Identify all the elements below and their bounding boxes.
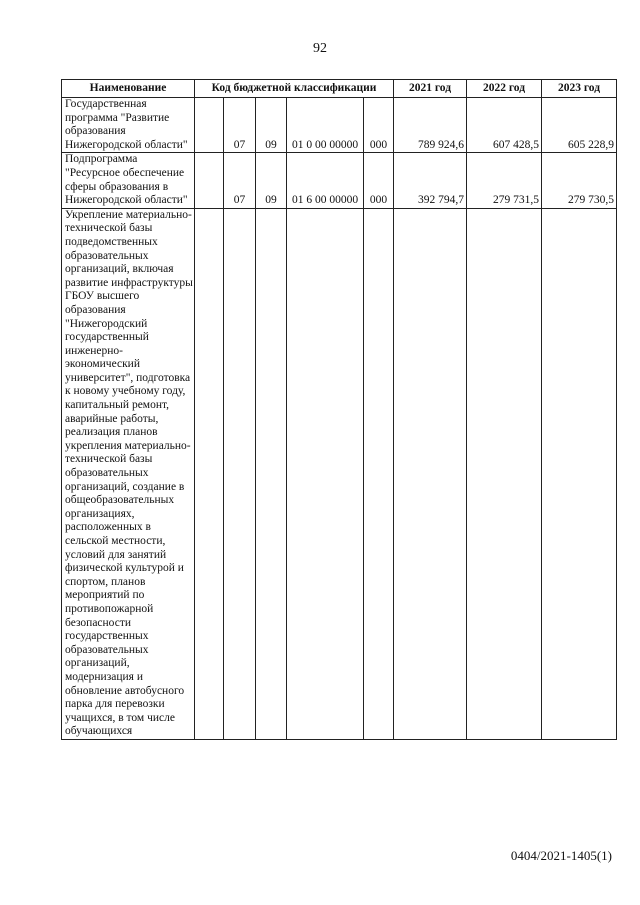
header-2021: 2021 год — [394, 80, 467, 98]
row-section-code: 07 — [224, 153, 256, 208]
row-blank-code — [195, 208, 224, 739]
row-blank-code — [195, 98, 224, 153]
row-value-2022: 607 428,5 — [467, 98, 542, 153]
row-subsection-code: 09 — [256, 98, 287, 153]
row-subsection-code — [256, 208, 287, 739]
page-number: 92 — [313, 41, 327, 56]
row-target-code — [287, 208, 364, 739]
row-name: Укрепление материально-технической базы подведомственных образовательных организаций, включая развитие инфраструктуры ГБОУ высшего образования "Нижегородский государственный инженерно-экономический университет", подготовка к новому учебному году, капитальный ремонт, аварийные работы, реализация планов укрепления материально-технической базы образовательных организаций, создание в общеобразовательных организациях, расположенных в сельской местности, условий для занятий физической культурой и спортом, планов мероприятий по противопожарной безопасности государственных образовательных организаций, модернизация и обновление автобусного парка для перевозки учащихся, в том числе обучающихся — [62, 208, 195, 739]
table-row — [62, 98, 617, 153]
row-value-2023: 605 228,9 — [542, 98, 617, 153]
header-2022: 2022 год — [467, 80, 542, 98]
row-target-code: 01 6 00 00000 — [287, 153, 364, 208]
row-value-2021: 392 794,7 — [394, 153, 467, 208]
row-name: Государственная программа "Развитие образования Нижегородской области" — [62, 98, 195, 153]
row-section-code — [224, 208, 256, 739]
row-name: Подпрограмма "Ресурсное обеспечение сферы образования в Нижегородской области" — [62, 153, 195, 208]
table-row — [62, 208, 617, 739]
row-expense-type-code: 000 — [364, 153, 394, 208]
row-value-2021: 789 924,6 — [394, 98, 467, 153]
row-value-2023 — [542, 208, 617, 739]
row-target-code: 01 0 00 00000 — [287, 98, 364, 153]
row-value-2022: 279 731,5 — [467, 153, 542, 208]
document-code: 0404/2021-1405(1) — [510, 848, 612, 863]
header-2023: 2023 год — [542, 80, 617, 98]
header-name: Наименование — [62, 80, 195, 98]
row-subsection-code: 09 — [256, 153, 287, 208]
table-header-row — [62, 80, 617, 98]
row-section-code: 07 — [224, 98, 256, 153]
row-expense-type-code — [364, 208, 394, 739]
row-value-2022 — [467, 208, 542, 739]
row-expense-type-code: 000 — [364, 98, 394, 153]
row-blank-code — [195, 153, 224, 208]
row-value-2023: 279 730,5 — [542, 153, 617, 208]
table-row — [62, 153, 617, 208]
row-value-2021 — [394, 208, 467, 739]
header-code: Код бюджетной классификации — [195, 80, 394, 98]
budget-table — [61, 79, 617, 740]
